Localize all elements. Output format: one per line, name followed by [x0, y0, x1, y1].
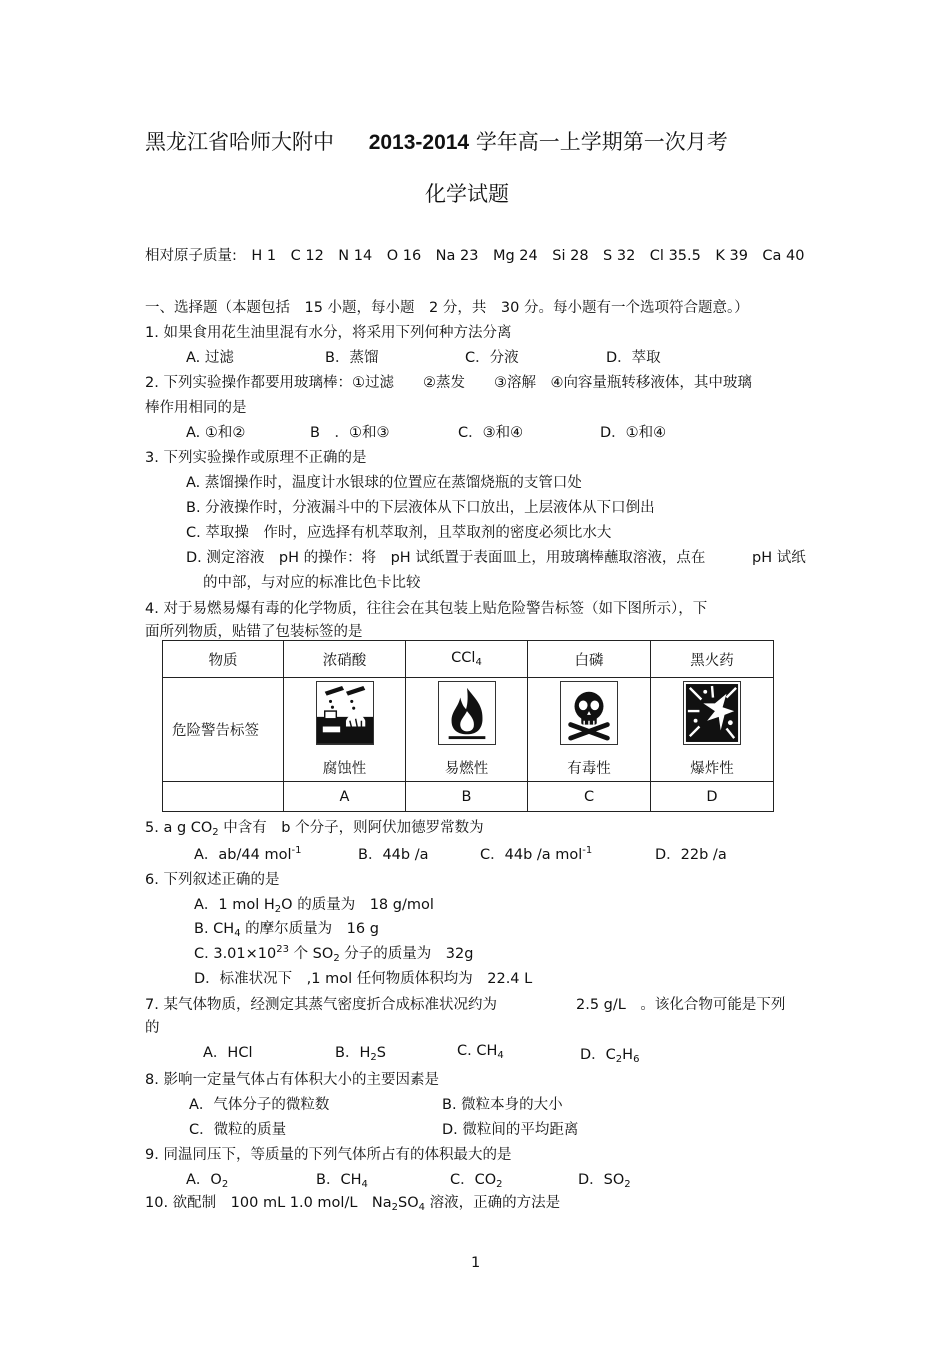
question-6-option-a: A．1 mol $H_2O$ 的质量为 18 g/mol [194, 897, 434, 915]
question-6-option-b: B. $CH_4$ 的摩尔质量为 16 g [194, 921, 379, 939]
question-5-option-b: B．44b /a [358, 847, 429, 863]
table-option-blank [163, 782, 284, 812]
question-3-stem: 3. 下列实验操作或原理不正确的是 [145, 450, 367, 466]
question-7-option-a: A．HCl [203, 1045, 253, 1061]
question-9-option-c: C．$CO_2$ [450, 1172, 503, 1190]
table-header-white-phosphorus: 白磷 [528, 641, 651, 678]
question-2-stem: 2. 下列实验操作都要用玻璃棒：①过滤 ②蒸发 ③溶解 ④向容量瓶转移液体，其中玻璃 [145, 375, 752, 391]
table-header-nitric-acid: 浓硝酸 [284, 641, 406, 678]
question-7-stem: 7. 某气体物质，经测定其蒸气密度折合成标准状况约为 [145, 997, 497, 1013]
section-heading: 一、选择题（本题包括 15 小题，每小题 2 分，共 30 分。每小题有一个选项符合题意。） [145, 300, 749, 316]
table-label-row [163, 678, 774, 782]
table-header-substance: 物质 [163, 641, 284, 678]
question-1-option-c: C．分液 [465, 350, 519, 366]
question-4-stem: 4. 对于易燃易爆有毒的化学物质，往往会在其包装上贴危险警告标签（如下图所示），下 [145, 601, 708, 617]
question-8-option-a: A．气体分子的微粒数 [189, 1097, 330, 1113]
table-row-label: 危险警告标签 [163, 678, 284, 782]
question-7-stem-cont: 的 [145, 1020, 160, 1036]
question-8-stem: 8. 影响一定量气体占有体积大小的主要因素是 [145, 1072, 439, 1088]
flammable-label: 易燃性 [444, 761, 489, 777]
table-option-b: B [406, 782, 528, 812]
question-3-option-d: D. 测定溶液 pH 的操作：将 pH 试纸置于表面皿上，用玻璃棒蘸取溶液，点在 [186, 550, 706, 566]
question-5-option-a: A．ab/44 mol$^{-1}$ [194, 845, 302, 863]
table-header-ccl4: CCl$_4$ [406, 641, 528, 678]
question-8-option-d: D. 微粒间的平均距离 [442, 1122, 579, 1138]
table-option-c: C [528, 782, 651, 812]
question-2-option-c: C．③和④ [458, 425, 524, 441]
table-cell-corrosive [284, 678, 406, 782]
table-option-row [163, 782, 774, 812]
question-6-option-d: D．标准状况下 ,1 mol 任何物质体积均为 22.4 L [194, 971, 533, 987]
question-3-option-d-end: pH 试纸 [752, 550, 806, 566]
flame-icon [438, 681, 496, 745]
question-1-option-b: B．蒸馏 [325, 350, 379, 366]
page-number: 1 [471, 1255, 481, 1271]
question-6-option-c: C. $3.01\times 10^{23}$ 个 $SO_2$ 分子的质量为 32g [194, 944, 474, 964]
question-1-option-a: A. 过滤 [186, 350, 234, 366]
question-9-option-a: A．$O_2$ [186, 1172, 229, 1190]
question-8-option-c: C．微粒的质量 [189, 1122, 287, 1138]
question-9-option-d: D．$SO_2$ [578, 1172, 631, 1190]
question-9-option-b: B．$CH_4$ [316, 1172, 368, 1190]
skull-crossbones-icon [560, 681, 618, 745]
toxic-label: 有毒性 [567, 761, 611, 777]
hazard-label-table [162, 640, 774, 812]
question-7-option-d: D．$C_2H_6$ [580, 1047, 640, 1065]
question-3-option-a: A. 蒸馏操作时，温度计水银球的位置应在蒸馏烧瓶的支管口处 [186, 475, 582, 491]
question-7-option-c: C. $CH_4$ [457, 1043, 504, 1061]
question-4-stem-cont: 面所列物质，贴错了包装标签的是 [145, 624, 363, 640]
atomic-masses: 相对原子质量: H 1 C 12 N 14 O 16 Na 23 Mg 24 Si 28 S 32 Cl 35.5 K 39 Ca 40 [145, 248, 805, 264]
document-title-line2: 化学试题 [425, 182, 509, 206]
question-7-option-b: B．$H_2S$ [335, 1045, 386, 1063]
question-8-option-b: B. 微粒本身的大小 [442, 1097, 563, 1113]
table-option-a: A [284, 782, 406, 812]
explosion-icon [683, 681, 741, 745]
question-2-option-d: D．①和④ [600, 425, 667, 441]
corrosive-icon [316, 681, 374, 745]
question-2-option-a: A. ①和② [186, 425, 246, 441]
question-3-option-b: B. 分液操作时，分液漏斗中的下层液体从下口放出，上层液体从下口倒出 [186, 500, 655, 516]
question-10-stem: 10. 欲配制 100 mL 1.0 mol/L $Na_2SO_4$ 溶液，正确的方法是 [145, 1195, 561, 1213]
question-5-option-c: C．44b /a mol$^{-1}$ [480, 845, 593, 863]
table-cell-explosive [651, 678, 774, 782]
question-5-stem: 5. a g $CO_2$ 中含有 b 个分子，则阿伏加德罗常数为 [145, 820, 484, 838]
question-3-option-d-cont: 的中部，与对应的标准比色卡比较 [203, 575, 421, 591]
corrosive-label: 腐蚀性 [322, 761, 367, 777]
question-2-stem-cont: 棒作用相同的是 [145, 400, 247, 416]
question-1-stem: 1. 如果食用花生油里混有水分，将采用下列何种方法分离 [145, 325, 512, 341]
table-header-row [163, 641, 774, 678]
question-2-option-b: B ．①和③ [310, 425, 390, 441]
table-header-black-powder: 黑火药 [651, 641, 774, 678]
table-cell-toxic [528, 678, 651, 782]
table-cell-flammable [406, 678, 528, 782]
question-9-stem: 9. 同温同压下，等质量的下列气体所占有的体积最大的是 [145, 1147, 512, 1163]
table-option-d: D [651, 782, 774, 812]
question-6-stem: 6. 下列叙述正确的是 [145, 872, 280, 888]
question-5-option-d: D．22b /a [655, 847, 727, 863]
explosive-label: 爆炸性 [690, 761, 734, 777]
question-3-option-c: C. 萃取操 作时，应选择有机萃取剂，且萃取剂的密度必须比水大 [186, 525, 612, 541]
document-title-line1: 黑龙江省哈师大附中 2013-2014 学年高一上学期第一次月考 [145, 130, 728, 154]
question-7-stem-end: 2.5 g/L 。该化合物可能是下列 [576, 997, 786, 1013]
question-1-option-d: D．萃取 [606, 350, 661, 366]
